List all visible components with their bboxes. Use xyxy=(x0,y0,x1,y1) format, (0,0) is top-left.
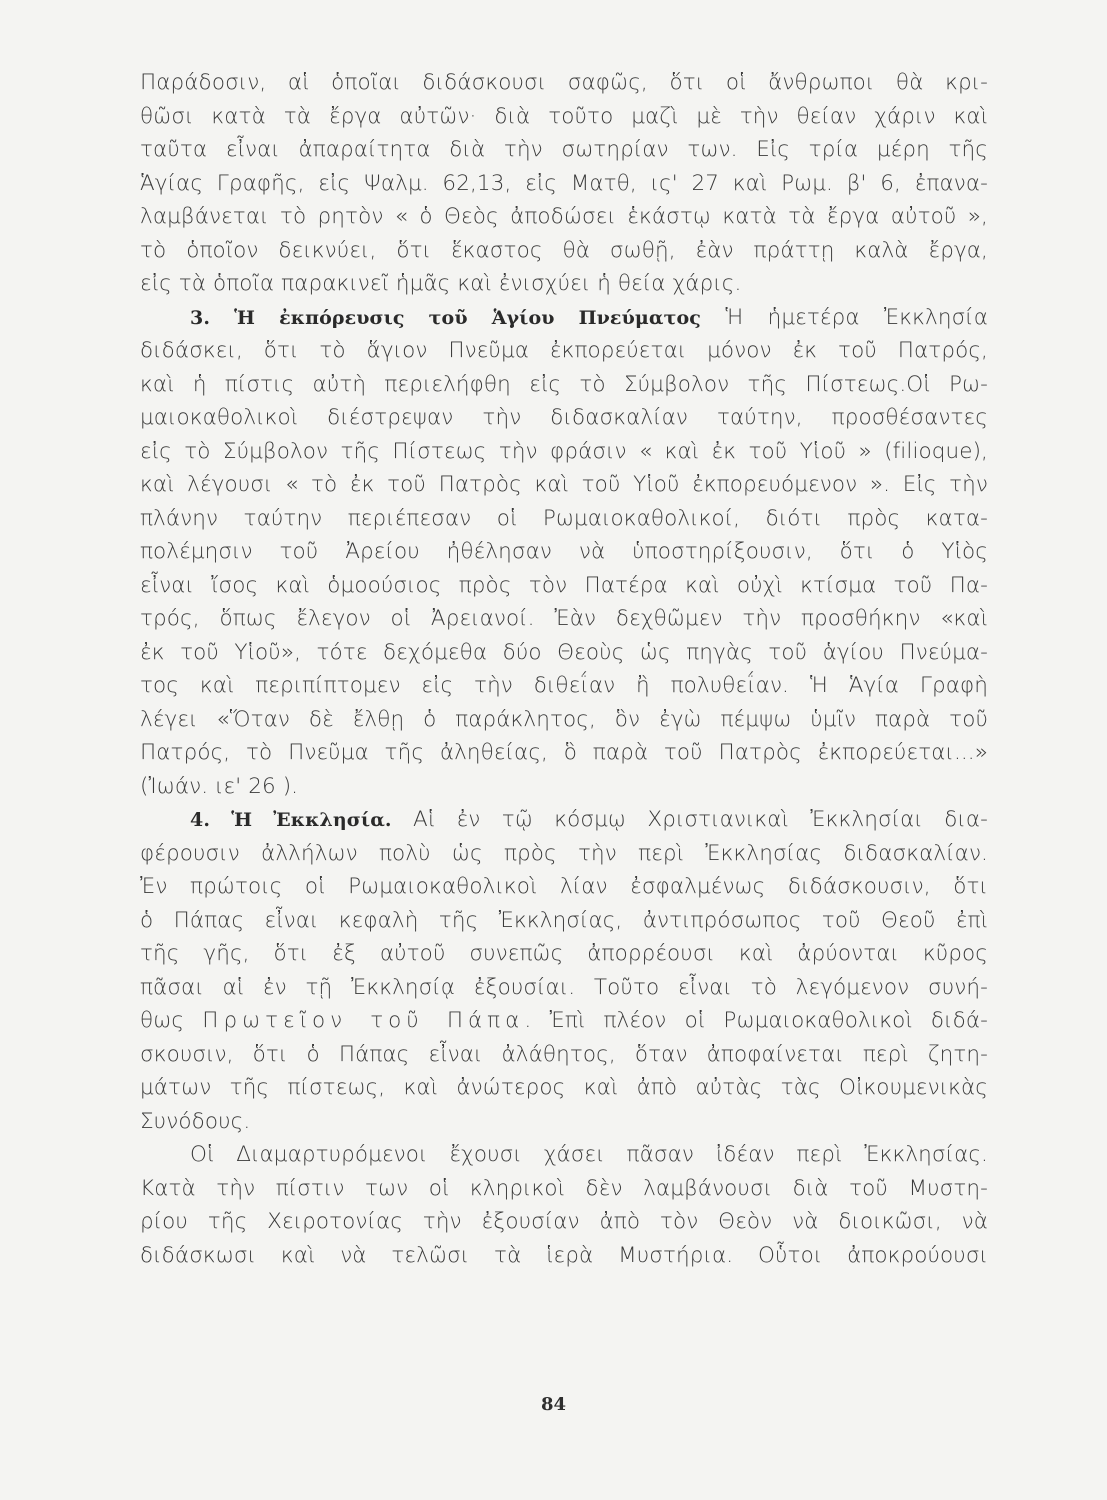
text-line: εἶναι ἴσος καὶ ὁμοούσιος πρὸς τὸν Πατέρα καὶ οὐχὶ κτίσμα τοῦ Πα- xyxy=(140,572,988,598)
primacy-prefix: θως xyxy=(140,1008,203,1033)
section-heading: 3. Ἡ ἐκπόρευσις τοῦ Ἁγίου Πνεύματος xyxy=(190,306,701,329)
section-first-line xyxy=(140,301,988,335)
text-line: πολέμησιν τοῦ Ἀρείου ἠθέλησαν νὰ ὑποστηρίξουσιν, ὅτι ὁ Υἱὸς xyxy=(140,539,988,564)
paragraph-protestants xyxy=(140,1138,988,1272)
text-line: λέγει «Ὅταν δὲ ἔλθῃ ὁ παράκλητος, ὃν ἐγὼ πέμψω ὑμῖν παρὰ τοῦ xyxy=(140,706,988,732)
text-line: θῶσι κατὰ τὰ ἔργα αὐτῶν· διὰ τοῦτο μαζὶ μὲ τὴν θείαν χάριν καὶ xyxy=(140,103,988,129)
text-line: διδάσκει, ὅτι τὸ ἅγιον Πνεῦμα ἐκπορεύεται μόνον ἐκ τοῦ Πατρός, xyxy=(140,338,988,363)
text-line: Ἁγίας Γραφῆς, εἰς Ψαλμ. 62,13, εἰς Ματθ, ις' 27 καὶ Ρωμ. β' 6, ἐπανα- xyxy=(140,170,988,196)
text-line: τὸ ὁποῖον δεικνύει, ὅτι ἕκαστος θὰ σωθῇ, ἐὰν πράττῃ καλὰ ἔργα, xyxy=(140,237,988,263)
paragraph-works xyxy=(140,66,988,301)
text-line: φέρουσιν ἀλλήλων πολὺ ὡς πρὸς τὴν περὶ Ἐκκλησίας διδασκαλίαν. xyxy=(140,840,988,866)
text-line: εἰς τὸ Σύμβολον τῆς Πίστεως τὴν φράσιν « καὶ ἐκ τοῦ Υἱοῦ » (filioque), xyxy=(140,438,988,464)
section-first-text: Ἡ ἡμετέρα Ἐκκλησία xyxy=(700,304,989,330)
text-line: ὁ Πάπας εἶναι κεφαλὴ τῆς Ἐκκλησίας, ἀντιπρόσωπος τοῦ Θεοῦ ἐπὶ xyxy=(140,907,988,933)
text-line: διδάσκωσι καὶ νὰ τελῶσι τὰ ἱερὰ Μυστήρια. Οὗτοι ἀποκρούουσι xyxy=(140,1242,988,1268)
text-line: πλάνην ταύτην περιέπεσαν οἱ Ρωμαιοκαθολικοί, διότι πρὸς κατα- xyxy=(140,505,988,531)
text-line: λαμβάνεται τὸ ρητὸν « ὁ Θεὸς ἀποδώσει ἑκάστῳ κατὰ τὰ ἔργα αὐτοῦ », xyxy=(140,204,988,229)
primacy-term: Πρωτεῖον τοῦ Πάπα xyxy=(202,1008,525,1033)
primacy-suffix: . Ἐπὶ πλέον οἱ Ρωμαιοκαθολικοὶ διδά- xyxy=(524,1008,988,1033)
text-line: εἰς τὰ ὁποῖα παρακινεῖ ἡμᾶς καὶ ἐνισχύει ἡ θεία χάρις. xyxy=(140,271,742,296)
text-line: ταῦτα εἶναι ἀπαραίτητα διὰ τὴν σωτηρίαν των. Εἰς τρία μέρη τῆς xyxy=(140,137,988,162)
text-line: Παράδοσιν, αἱ ὁποῖαι διδάσκουσι σαφῶς, ὅτι οἱ ἄνθρωποι θὰ κρι- xyxy=(140,70,988,95)
text-line xyxy=(140,1004,988,1038)
text-line: Κατὰ τὴν πίστιν των οἱ κληρικοὶ δὲν λαμβάνουσι διὰ τοῦ Μυστη- xyxy=(140,1175,988,1201)
text-line: Συνόδους. xyxy=(140,1108,251,1134)
text-line: μάτων τῆς πίστεως, καὶ ἀνώτερος καὶ ἀπὸ αὐτὰς τὰς Οἰκουμενικὰς xyxy=(140,1075,988,1100)
section-procession-holy-spirit xyxy=(140,301,988,804)
text-line: σκουσιν, ὅτι ὁ Πάπας εἶναι ἀλάθητος, ὅταν ἀποφαίνεται περὶ ζητη- xyxy=(140,1041,988,1067)
text-line: (Ἰωάν. ιε' 26 ). xyxy=(140,773,299,799)
text-line: Πατρός, τὸ Πνεῦμα τῆς ἀληθείας, ὃ παρὰ τοῦ Πατρὸς ἐκπορεύεται...» xyxy=(140,740,988,765)
text-line: Ἐν πρώτοις οἱ Ρωμαιοκαθολικοὶ λίαν ἐσφαλμένως διδάσκουσιν, ὅτι xyxy=(140,874,988,899)
text-line: τρός, ὅπως ἔλεγον οἱ Ἀρειανοί. Ἐὰν δεχθῶμεν τὴν προσθήκην «καὶ xyxy=(140,606,988,631)
section-church xyxy=(140,803,988,1138)
section-first-text: Αἱ ἐν τῷ κόσμῳ Χριστιανικαὶ Ἐκκλησίαι δια- xyxy=(391,807,988,832)
section-heading: 4. Ἡ Ἐκκλησία. xyxy=(190,809,392,831)
text-line: πᾶσαι αἱ ἐν τῇ Ἐκκλησίᾳ ἐξουσίαι. Τοῦτο εἶναι τὸ λεγόμενον συνή- xyxy=(140,974,988,1000)
text-line: τῆς γῆς, ὅτι ἐξ αὐτοῦ συνεπῶς ἀπορρέουσι καὶ ἀρύονται κῦρος xyxy=(140,941,988,966)
section-first-line xyxy=(140,803,988,837)
text-line: καὶ λέγουσι « τὸ ἐκ τοῦ Πατρὸς καὶ τοῦ Υἱοῦ ἐκπορευόμενον ». Εἰς τὴν xyxy=(140,472,988,497)
text-line: μαιοκαθολικοὶ διέστρεψαν τὴν διδασκαλίαν ταύτην, προσθέσαντες xyxy=(140,405,988,430)
page-number: 84 xyxy=(540,1394,567,1415)
page-body xyxy=(140,66,988,1272)
text-line: ρίου τῆς Χειροτονίας τὴν ἐξουσίαν ἀπὸ τὸν Θεὸν νὰ διοικῶσι, νὰ xyxy=(140,1209,988,1234)
text-line: Οἱ Διαμαρτυρόμενοι ἔχουσι χάσει πᾶσαν ἰδέαν περὶ Ἐκκλησίας. xyxy=(190,1142,988,1167)
text-line: τος καὶ περιπίπτομεν εἰς τὴν διθεΐαν ἢ πολυθεΐαν. Ἡ Ἁγία Γραφὴ xyxy=(140,673,988,698)
text-line: καὶ ἡ πίστις αὐτὴ περιελήφθη εἰς τὸ Σύμβολον τῆς Πίστεως.Οἱ Ρω- xyxy=(140,371,988,397)
text-line: ἐκ τοῦ Υἱοῦ», τότε δεχόμεθα δύο Θεοὺς ὡς πηγὰς τοῦ ἁγίου Πνεύμα- xyxy=(140,639,988,665)
